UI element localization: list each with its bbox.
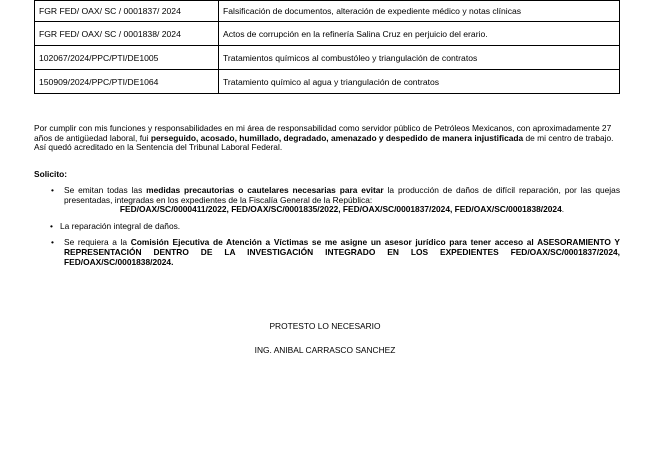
- case-id: 102067/2024/PPC/PTI/DE1005: [35, 46, 219, 70]
- closing-text: PROTESTO LO NECESARIO: [269, 321, 381, 331]
- table-row: [35, 46, 620, 70]
- request-1-bold-2: FED/OAX/SC/0000411/2022, FED/OAX/SC/0001835/2022, FED/OAX/SC/0001837/2024, FED/OAX/SC/0001838/2024: [119, 204, 562, 215]
- case-id: FGR FED/ OAX/ SC / 0001837/ 2024: [35, 1, 219, 22]
- bullet-icon: •: [51, 185, 54, 195]
- intro-text-2: de mi centro de trabajo. Así quedó acreditado en la Sentencia del Tribunal Laboral Federal.: [34, 132, 614, 153]
- list-item: [34, 238, 620, 267]
- request-1-files: [64, 205, 620, 215]
- request-list: [34, 186, 620, 274]
- bullet-icon: •: [51, 237, 54, 248]
- table-row: [35, 22, 620, 46]
- intro-bold: perseguido, acosado, humillado, degradado, amenazado y despedido de manera injustificada: [150, 132, 524, 143]
- table-row: [35, 70, 620, 94]
- case-table: [34, 0, 620, 94]
- request-1-text-1: Se emitan todas las: [64, 185, 147, 195]
- case-id: 150909/2024/PPC/PTI/DE1064: [35, 70, 219, 94]
- bullet-icon: •: [50, 220, 53, 231]
- case-description: Falsificación de documentos, alteración de expediente médico y notas clínicas: [219, 1, 620, 22]
- list-item: [34, 186, 620, 215]
- case-description: Actos de corrupción en la refinería Salina Cruz en perjuicio del erario.: [219, 22, 620, 46]
- solicito-heading: Solicito:: [34, 169, 68, 179]
- case-id: FGR FED/ OAX/ SC / 0001838/ 2024: [35, 22, 219, 46]
- request-1-bold-1: medidas precautorias o cautelares necesarias para evitar: [146, 185, 384, 195]
- request-3-bold-1: Comisión Ejecutiva de Atención a Víctimas se me asigne un asesor jurídico para tener acceso al ASESORAMIENTO Y REPRESENTACIÓN DENTRO DE LA INVESTIGACIÓN INTEGRADO EN LOS EXPEDIENTES FED/OAX/SC/0001837/2024, FED/OAX/SC/0001838/2024.: [64, 237, 620, 267]
- signature-name: ING. ANIBAL CARRASCO SANCHEZ: [254, 345, 396, 355]
- intro-text-1: Por cumplir con mis funciones y responsabilidades en mi área de responsabilidad como servidor público de Petróleos Mexicanos, con aproximadamente 27 años de antigüedad laboral, fui: [34, 123, 612, 143]
- request-2-text: La reparación integral de daños.: [60, 220, 181, 231]
- request-1-text-2: la producción de daños de difícil reparación, por las quejas presentadas, integradas en los expedientes de la Fiscalía General de la República:: [64, 185, 621, 205]
- case-description: Tratamiento químico al agua y triangulación de contratos: [219, 70, 620, 94]
- intro-paragraph: [34, 124, 618, 153]
- table-row: [35, 1, 620, 22]
- case-description: Tratamientos químicos al combustóleo y triangulación de contratos: [219, 46, 620, 70]
- list-item: [34, 222, 620, 232]
- request-1-text-3: .: [561, 204, 565, 215]
- request-3-text-1: Se requiera a la: [64, 237, 131, 248]
